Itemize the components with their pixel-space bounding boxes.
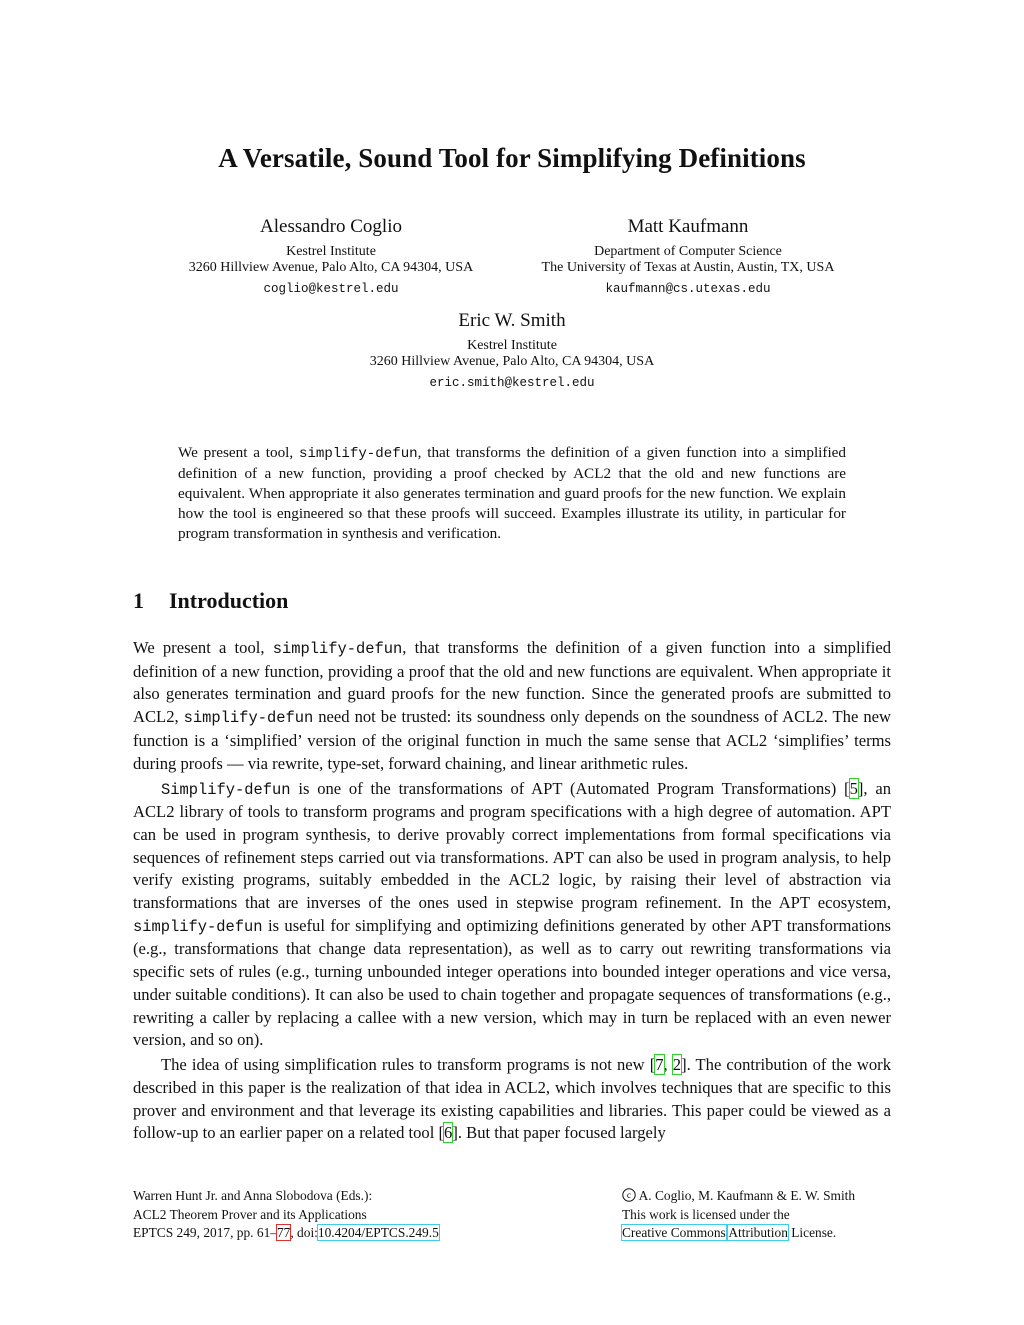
footer-eptcs-line (133, 1224, 439, 1243)
citation-separator: , (663, 1055, 673, 1075)
footer-license-line: This work is licensed under the (622, 1206, 790, 1222)
code-simplify-defun: simplify-defun (272, 640, 403, 658)
section-body (133, 637, 891, 1147)
author-affiliation (312, 338, 712, 370)
affiliation-line: 3260 Hillview Avenue, Palo Alto, CA 94304, USA (188, 260, 474, 275)
paragraph-text: ], an ACL2 library of tools to transform programs and program specifications with a high degree of automation. APT can be used in program synthesis, to derive provably correct implementations from formal specifications via sequences of refinement steps carried out via transformations. APT can also be used in program analysis, to help verify existing programs, suitably embedded in the ACL2 logic, by raising their level of abstraction via transformations that are inverses of the ones used in stepwise program refinement. In the APT ecosystem, (133, 778, 891, 913)
paragraph-text: is one of the transformations of APT (Automated Program Transformations) [ (290, 778, 850, 798)
abstract-text: , that transforms the definition of a given function into a simplified definition of a new function, providing a proof checked by ACL2 that the old and new functions are equivalent. When appropriate it also generates termination and guard proofs for the new function. We explain how the tool is engineered so that these proofs will succeed. Examples illustrate its utility, in particular for program transformation in synthesis and verification. (178, 444, 846, 542)
section-title: Introduction (169, 588, 289, 613)
paragraph-text: need not be trusted: its soundness only depends on the soundness of ACL2. The new function is a ‘simplified’ version of the original function in much the same sense that ACL2 ‘simplifies’ terms during proofs — via rewrite, type-set, forward chaining, and linear arithmetic rules. (133, 707, 891, 773)
paragraph-text: is useful for simplifying and optimizing definitions generated by other APT transformations (e.g., transformations that change data representation), as well as to carry out rewriting transformations via specific sets of rules (e.g., turning unbounded integer operations into bounded integer operations and vice versa, under suitable conditions). It can also be used to chain together and propagate sequences of transformations (e.g., rewriting a caller by replacing a callee with a new version, which may in turn be replaced with an even newer version, and so on). (133, 915, 891, 1050)
citation-link[interactable]: 5 (849, 778, 858, 798)
author-email: coglio@kestrel.edu (263, 282, 399, 296)
citation-link[interactable]: 7 (655, 1055, 664, 1075)
paragraph-text: , that transforms the definition of a given function into a simplified definition of a new function, providing a proof that the old and new functions are equivalent. When appropriate it also generates termination and guard proofs for the new function. Since the generated proofs are submitted to ACL2, (133, 638, 892, 727)
paragraph (133, 637, 891, 775)
section-heading (133, 588, 288, 614)
author-email: kaufmann@cs.utexas.edu (605, 282, 771, 296)
author-kaufmann (488, 216, 888, 296)
code-simplify-defun: Simplify-defun (161, 780, 291, 799)
author-smith (312, 310, 712, 390)
footer-editors: Warren Hunt Jr. and Anna Slobodova (Eds.): (133, 1188, 373, 1203)
paragraph-text: We present a tool, (133, 638, 273, 657)
author-coglio (131, 216, 531, 296)
footer-text: EPTCS 249, 2017, pp. 61– (133, 1225, 277, 1240)
abstract (178, 443, 846, 544)
footer-license-link-line (622, 1224, 855, 1243)
paragraph-text: ]. But that paper focused largely (452, 1123, 666, 1143)
creative-commons-link[interactable]: Creative Commons (622, 1225, 726, 1240)
affiliation-line: Kestrel Institute (467, 338, 557, 353)
code-simplify-defun: simplify-defun (298, 446, 418, 462)
citation-link[interactable]: 6 (444, 1123, 453, 1143)
copyright-icon (622, 1187, 636, 1206)
footer-publication-info (133, 1187, 439, 1243)
author-affiliation (488, 244, 888, 276)
code-simplify-defun: simplify-defun (133, 917, 263, 936)
doi-link[interactable]: 10.4204/EPTCS.249.5 (317, 1225, 439, 1240)
author-affiliation (131, 244, 531, 276)
section-number: 1 (133, 588, 144, 613)
author-email: eric.smith@kestrel.edu (429, 376, 595, 390)
last-page-link[interactable]: 77 (276, 1225, 291, 1240)
author-name: Matt Kaufmann (627, 216, 749, 237)
attribution-link[interactable]: Attribution (728, 1225, 788, 1240)
footer-text: A. Coglio, M. Kaufmann & E. W. Smith (636, 1188, 856, 1203)
footer-text: , doi: (290, 1225, 318, 1240)
citation-link[interactable]: 2 (672, 1055, 682, 1075)
affiliation-line: Kestrel Institute (286, 244, 376, 259)
affiliation-line: 3260 Hillview Avenue, Palo Alto, CA 94304, USA (369, 354, 655, 369)
author-name: Eric W. Smith (458, 310, 566, 331)
affiliation-line: Department of Computer Science (594, 244, 782, 259)
code-simplify-defun: simplify-defun (183, 709, 314, 728)
abstract-text: We present a tool, (178, 444, 299, 461)
footer-license-info (622, 1187, 855, 1243)
footer-text: License. (787, 1225, 837, 1240)
affiliation-line: The University of Texas at Austin, Austin, TX, USA (541, 260, 835, 275)
author-name: Alessandro Coglio (260, 216, 402, 237)
footer-copyright (622, 1187, 855, 1206)
footer-proceedings: ACL2 Theorem Prover and its Applications (133, 1206, 367, 1222)
paragraph (133, 778, 891, 1052)
paper-title: A Versatile, Sound Tool for Simplifying Definitions (218, 143, 806, 173)
paragraph (133, 1054, 891, 1145)
copyright-letter: c (626, 1191, 632, 1202)
paragraph-text: ]. The contribution of the work described in this paper is the realization of that idea in ACL2, which involves techniques that are specific to this prover and environment and that leverage its existing capabilities and libraries. This paper could be viewed as a follow-up to an earlier paper on a related tool [ (133, 1055, 892, 1143)
paragraph-text: The idea of using simplification rules to transform programs is not new [ (161, 1055, 656, 1075)
